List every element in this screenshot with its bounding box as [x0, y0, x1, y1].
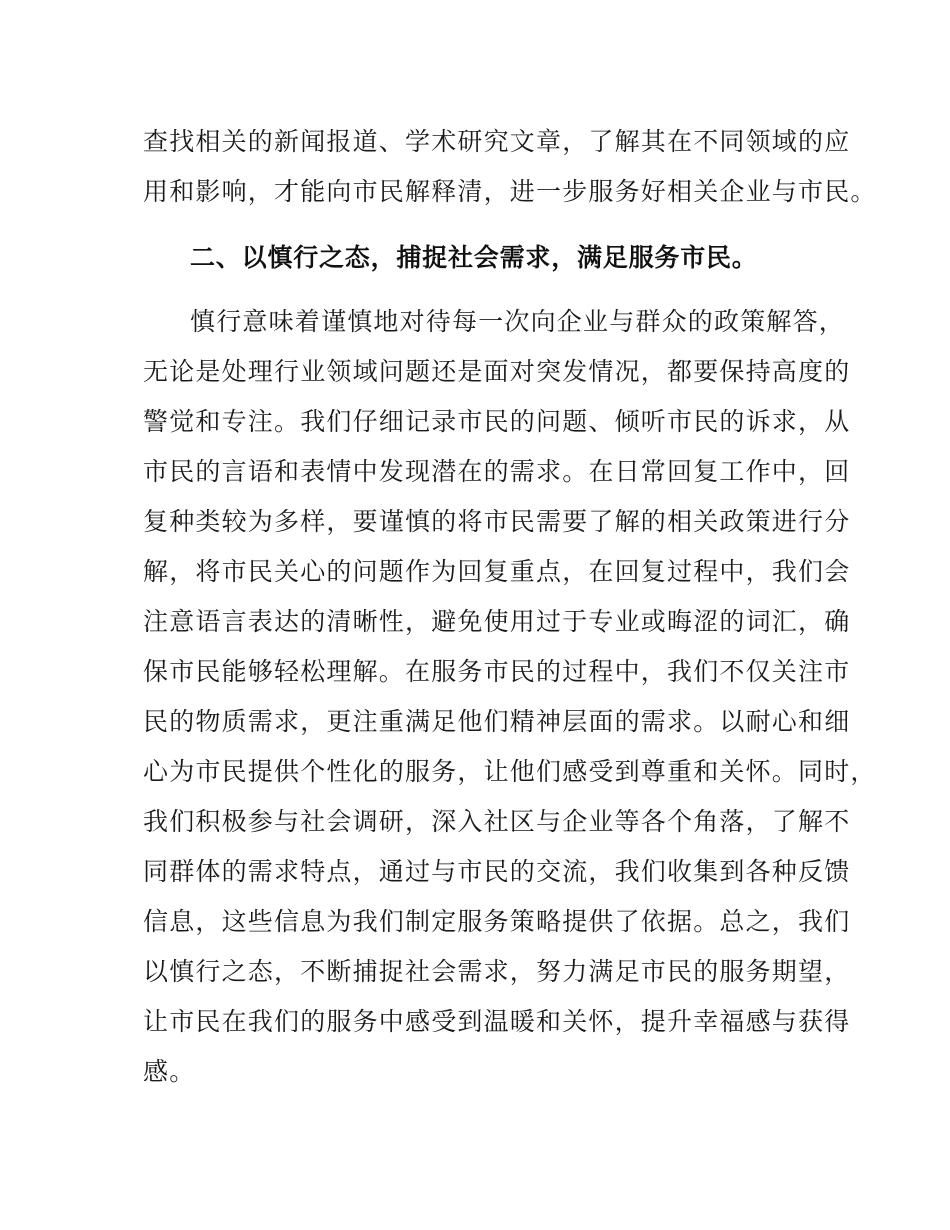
paragraph-main-line: 信息，这些信息为我们制定服务策略提供了依据。总之，我们: [143, 907, 851, 936]
paragraph-main-line: 慎行意味着谨慎地对待每一次向企业与群众的政策解答，: [190, 307, 846, 336]
paragraph-main-line: 以慎行之态，不断捕捉社会需求，努力满足市民的服务期望，: [143, 957, 851, 986]
paragraph-intro-line: 查找相关的新闻报道、学术研究文章，了解其在不同领域的应: [143, 127, 851, 156]
paragraph-main-line: 保市民能够轻松理解。在服务市民的过程中，我们不仅关注市: [143, 657, 851, 686]
paragraph-main-line: 我们积极参与社会调研，深入社区与企业等各个角落，了解不: [143, 807, 851, 836]
paragraph-main-line: 让市民在我们的服务中感受到温暖和关怀，提升幸福感与获得: [143, 1007, 851, 1036]
paragraph-main-line: 无论是处理行业领域问题还是面对突发情况，都要保持高度的: [143, 357, 851, 386]
paragraph-main-line: 注意语言表达的清晰性，避免使用过于专业或晦涩的词汇，确: [143, 607, 851, 636]
paragraph-main-line: 警觉和专注。我们仔细记录市民的问题、倾听市民的诉求，从: [143, 407, 851, 436]
paragraph-main-line: 民的物质需求，更注重满足他们精神层面的需求。以耐心和细: [143, 707, 851, 736]
paragraph-main-line: 心为市民提供个性化的服务，让他们感受到尊重和关怀。同时，: [143, 757, 877, 786]
paragraph-intro-line: 用和影响，才能向市民解释清，进一步服务好相关企业与市民。: [143, 177, 877, 206]
paragraph-main-line: 感。: [143, 1057, 196, 1086]
section-heading: 二、以慎行之态，捕捉社会需求，满足服务市民。: [190, 243, 758, 272]
paragraph-main-line: 复种类较为多样，要谨慎的将市民需要了解的相关政策进行分: [143, 507, 851, 536]
paragraph-main-line: 市民的言语和表情中发现潜在的需求。在日常回复工作中，回: [143, 457, 851, 486]
paragraph-main-line: 解，将市民关心的问题作为回复重点，在回复过程中，我们会: [143, 557, 851, 586]
paragraph-main-line: 同群体的需求特点，通过与市民的交流，我们收集到各种反馈: [143, 857, 851, 886]
